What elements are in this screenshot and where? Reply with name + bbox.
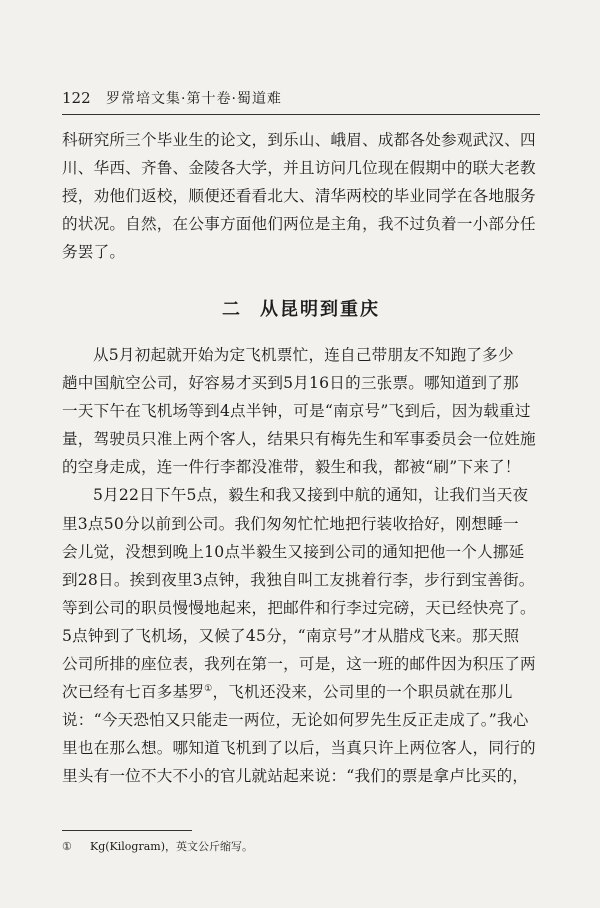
text-line: 科研究所三个毕业生的论文，到乐山、峨眉、成都各处参观武汉、四 [62,131,536,149]
text-line: 量，驾驶员只准上两个客人，结果只有梅先生和军事委员会一位姓施 [62,430,536,449]
text-line: 到28日。挨到夜里3点钟，我独自叫工友挑着行李，步行到宝善街。 [62,570,535,589]
section-title: 从昆明到重庆 [260,299,380,320]
footnote-rule [62,830,192,831]
footnote-text: Kg(Kilogram)，英文公斤缩写。 [90,840,254,853]
text-line: 说：“今天恐怕又只能走一两位，无论如何罗先生反正走成了。”我心 [62,711,529,730]
text-line: 里3点50分以前到公司。我们匆匆忙忙地把行装收拾好，刚想睡一 [62,514,519,533]
text-line: 趟中国航空公司，好容易才买到5月16日的三张票。哪知道到了那 [62,374,519,393]
text-line: 授，劝他们返校，顺便还看看北大、清华两校的毕业同学在各地服务 [62,187,536,206]
page-number: 122 [62,89,91,107]
paragraph-continued [62,126,540,266]
section-body [62,341,540,791]
text-line [62,678,540,706]
text-line: 里头有一位不大不小的官儿就站起来说：“我们的票是拿卢比买的， [62,767,529,786]
text-line: 川、华西、齐鲁、金陵各大学，并且访问几位现在假期中的联大老教 [62,159,536,178]
text-line: 等到公司的职员慢慢地起来，把邮件和行李过完磅，天已经快亮了。 [62,598,536,617]
footnote [62,838,540,856]
footnote-reference[interactable]: ① [204,683,213,694]
text-segment: 次已经有七百多基罗 [62,683,205,702]
text-line: 会儿觉，没想到晚上10点半毅生又接到公司的通知把他一个人挪延 [62,542,525,561]
text-line: 的空身走成，连一件行李都没准带，毅生和我，都被“刷”下来了！ [62,458,521,477]
text-line: 5点钟到了飞机场，又候了45分，“南京号”才从腊戍飞来。那天照 [62,626,520,645]
text-line: 务罢了。 [62,243,126,262]
text-line: 一天下午在飞机场等到4点半钟，可是“南京号”飞到后，因为载重过 [62,402,531,421]
section-heading [62,296,540,324]
text-line: 从5月初起就开始为定飞机票忙，连自己带朋友不知跑了多少 [93,346,514,364]
text-line: 里也在那么想。哪知道飞机到了以后，当真只许上两位客人，同行的 [62,739,536,758]
header-rule [62,114,540,115]
running-title: 罗常培文集·第十卷·蜀道难 [106,91,282,107]
text-line: 5月22日下午5点，毅生和我又接到中航的通知，让我们当天夜 [93,486,529,505]
text-line: 的状况。自然，在公事方面他们两位是主角，我不过负着一小部分任 [62,215,536,234]
footnote-mark: ① [62,840,72,853]
section-number: 二 [222,299,242,320]
text-segment: ，飞机还没来，公司里的一个职员就在那儿 [212,683,513,702]
running-header [62,86,540,110]
text-line: 公司所排的座位表，我列在第一，可是，这一班的邮件因为积压了两 [62,655,536,674]
